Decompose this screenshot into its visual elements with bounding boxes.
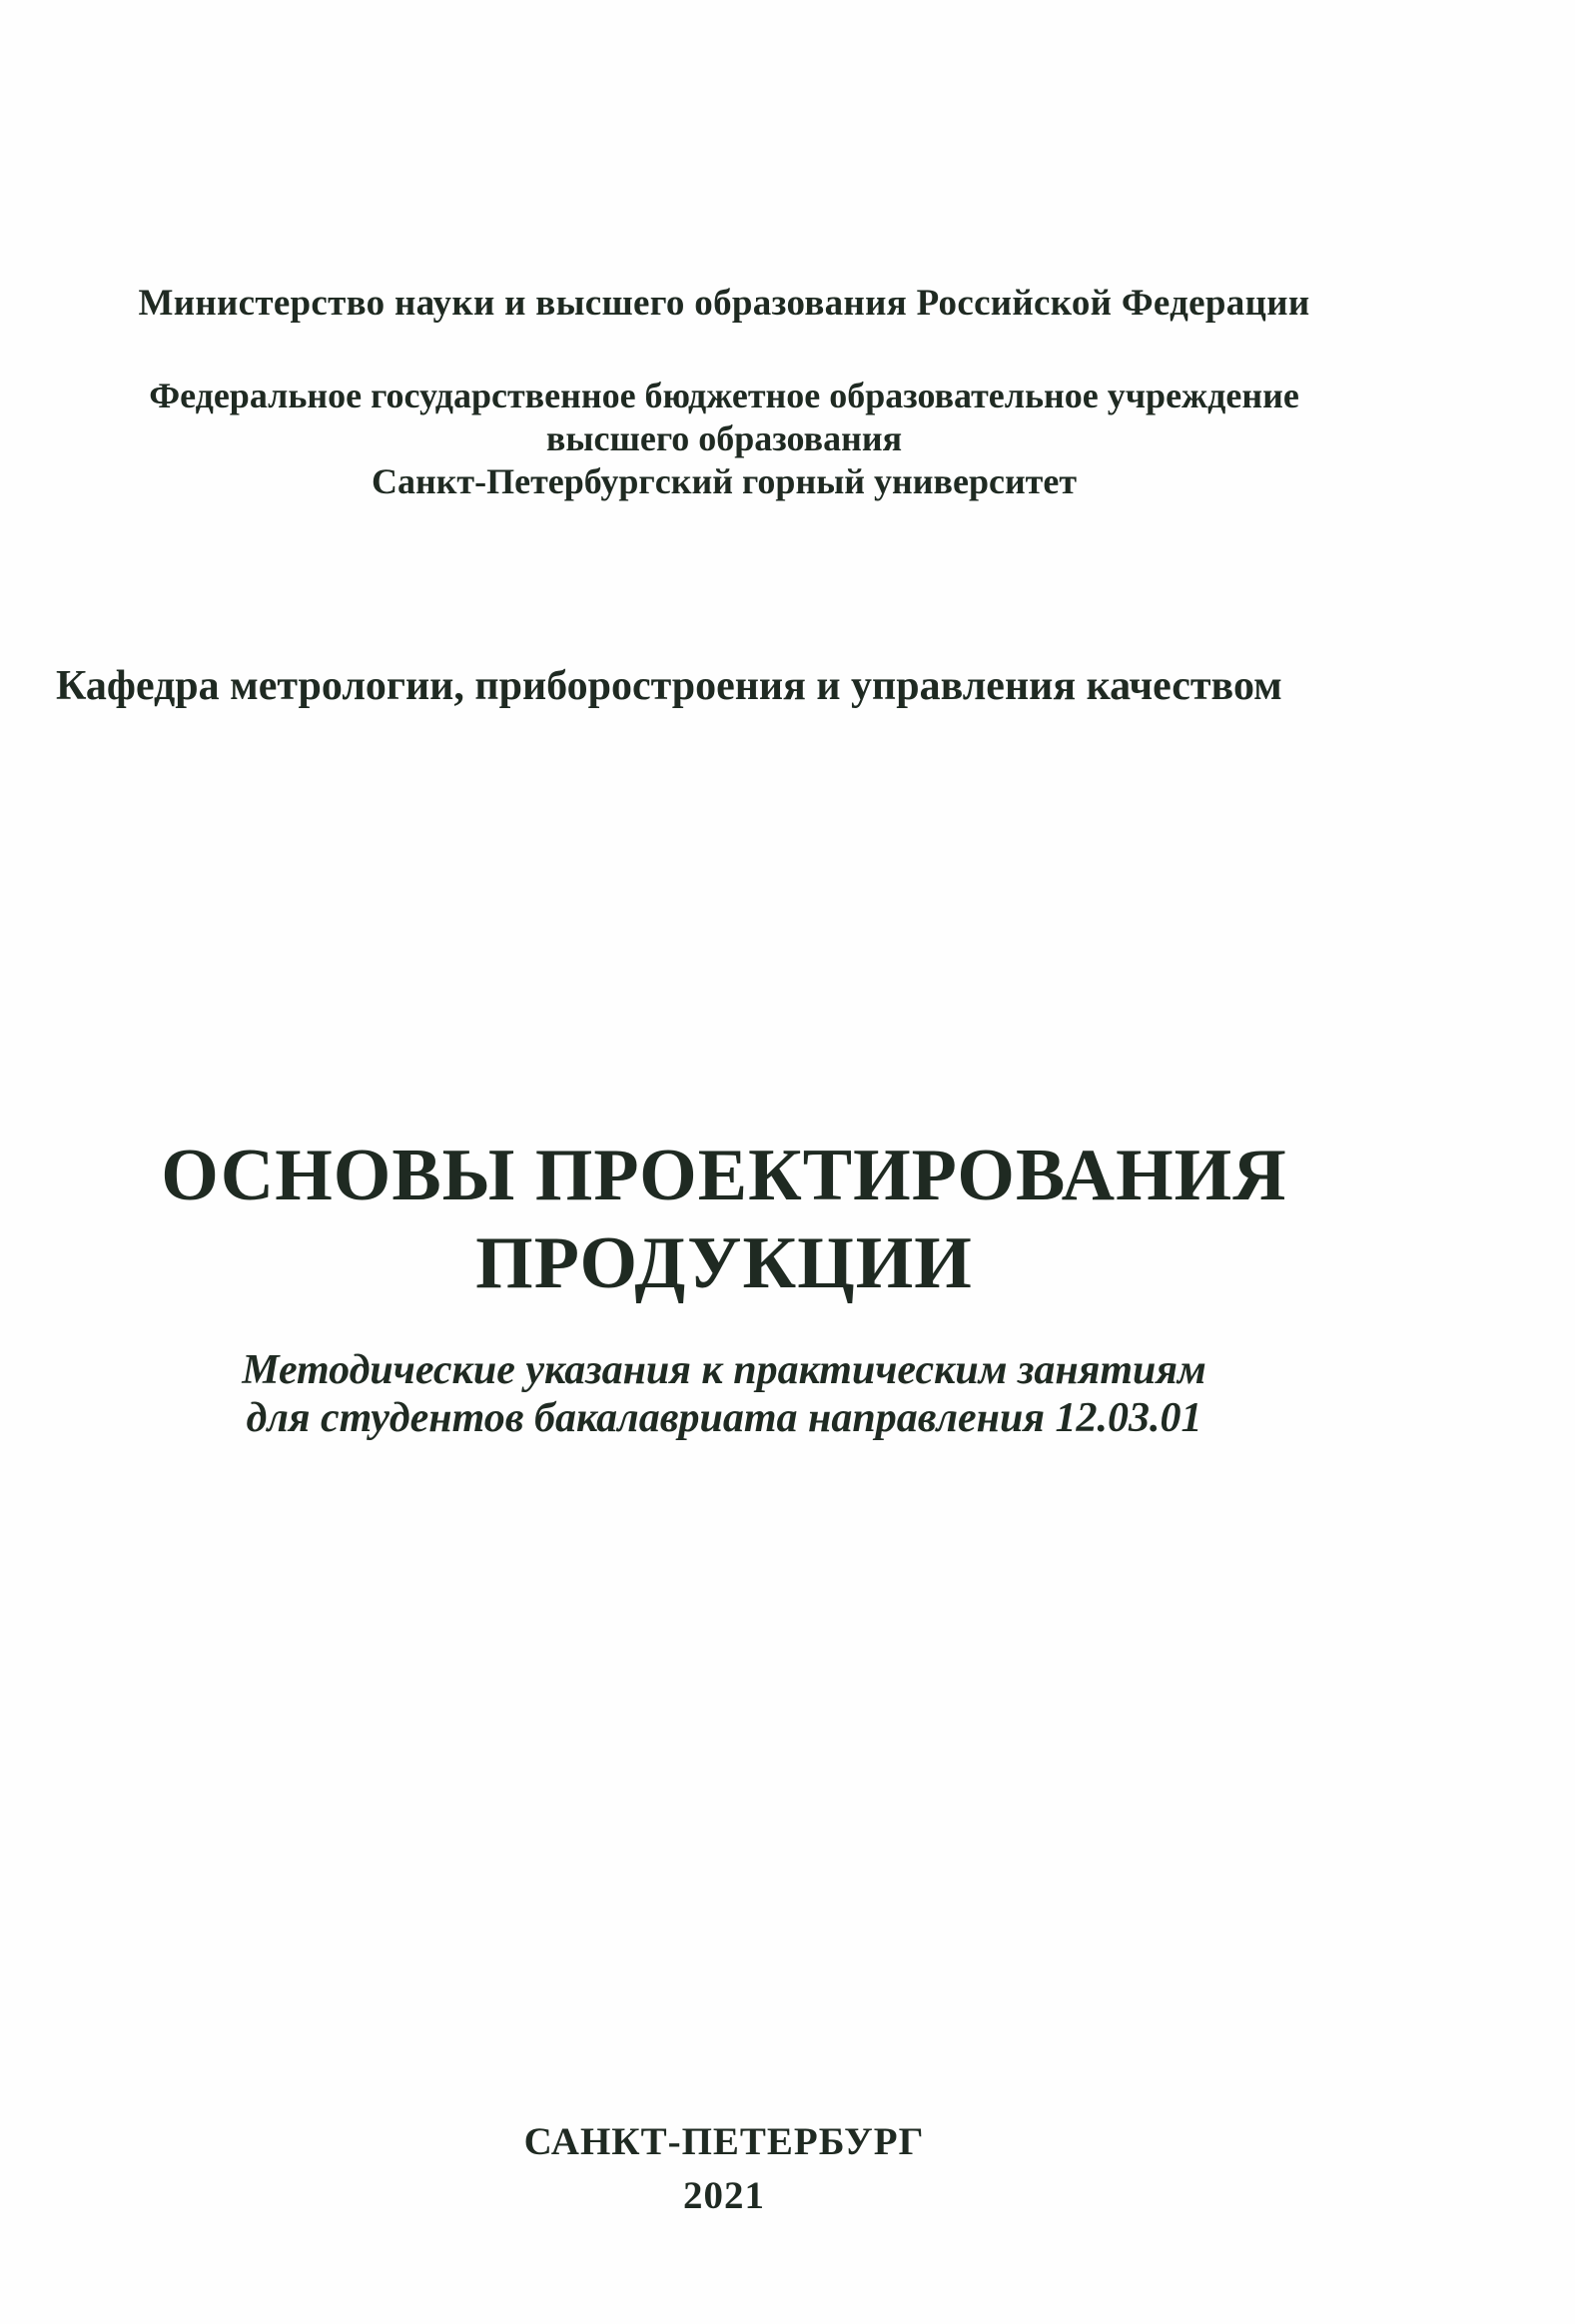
subtitle-line-2: для студентов бакалавриата направления 12.03.01	[246, 1395, 1202, 1441]
subtitle-line-1: Методические указания к практическим занятиям	[242, 1347, 1206, 1393]
imprint-city: САНКТ-ПЕТЕРБУРГ	[523, 2120, 925, 2163]
imprint-year: 2021	[683, 2174, 765, 2217]
document-title	[0, 1132, 1448, 1307]
ministry-heading: Министерство науки и высшего образования Российской Федерации	[138, 283, 1310, 324]
title-line-1: ОСНОВЫ ПРОЕКТИРОВАНИЯ	[161, 1135, 1287, 1216]
imprint-block	[0, 2115, 1448, 2223]
institution-line-2: высшего образования	[545, 418, 903, 458]
institution-line-3: Санкт-Петербургский горный университет	[371, 461, 1078, 501]
institution-line-1: Федеральное государственное бюджетное образовательное учреждение	[149, 376, 1299, 415]
document-subtitle	[0, 1346, 1448, 1442]
institution-block	[0, 375, 1448, 503]
title-line-2: ПРОДУКЦИИ	[475, 1222, 973, 1304]
department-heading: Кафедра метрологии, приборостроения и управления качеством	[56, 663, 1282, 709]
